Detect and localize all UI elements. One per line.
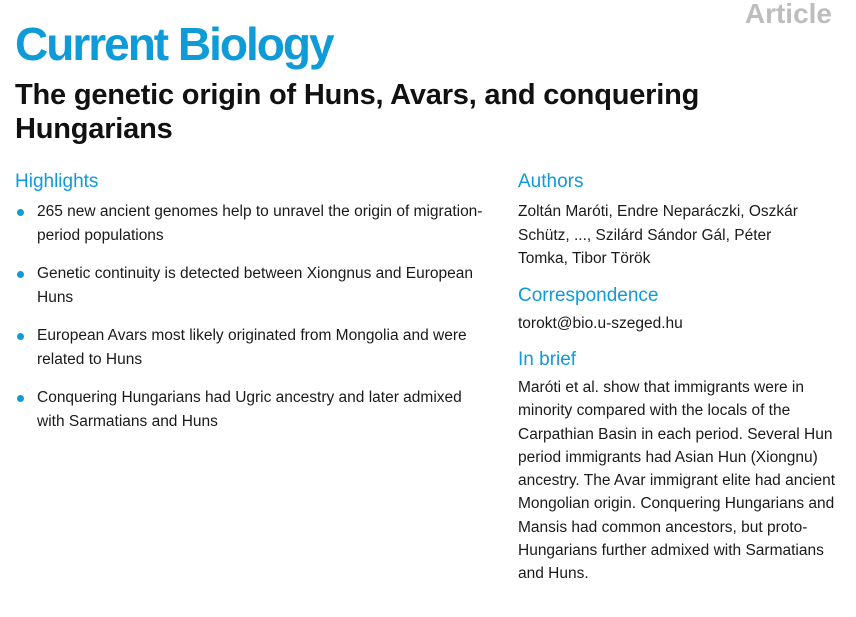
correspondence-email-link[interactable]: torokt@bio.u-szeged.hu: [518, 314, 683, 332]
bullet-dot-icon: [17, 333, 24, 340]
highlights-heading: Highlights: [15, 171, 99, 192]
bullet-dot-icon: [17, 395, 24, 402]
article-title: The genetic origin of Huns, Avars, and conquering Hungarians: [15, 79, 700, 145]
authors-section: [518, 170, 843, 271]
bullet-dot-icon: [17, 209, 24, 216]
highlight-text: Genetic continuity is detected between Xiongnus and European Huns: [37, 265, 474, 306]
highlight-item: [15, 386, 485, 433]
in-brief-text: Maróti et al. show that immigrants were in minority compared with the locals of the Carpathian Basin in each period. Several Hun period immigrants had Asian Hun (Xiongnu) ancestry. The Avar immigrant elite had ancient Mongolian origin. Conquering Hungarians and Mansis had common ancestors, but proto-Hungarians further admixed with Sarmatians and Huns.: [518, 379, 836, 583]
highlight-item: [15, 324, 485, 371]
correspondence-heading: Correspondence: [518, 284, 659, 306]
highlight-text: European Avars most likely originated from Mongolia and were related to Huns: [37, 327, 467, 368]
in-brief-heading: In brief: [518, 349, 577, 370]
highlight-text: 265 new ancient genomes help to unravel the origin of migration-period populations: [37, 203, 483, 244]
in-brief-section: [518, 348, 843, 586]
authors-heading: Authors: [518, 171, 584, 192]
highlight-item: [15, 200, 485, 247]
authors-list: Zoltán Maróti, Endre Neparáczki, Oszkár Schütz, ..., Szilárd Sándor Gál, Péter Tomka, Tibor Török: [518, 203, 798, 267]
highlight-item: [15, 262, 485, 309]
bullet-dot-icon: [17, 271, 24, 278]
article-type-label: Article: [744, 0, 832, 29]
highlight-text: Conquering Hungarians had Ugric ancestry and later admixed with Sarmatians and Huns: [37, 389, 462, 430]
journal-name[interactable]: Current Biology: [15, 18, 333, 70]
highlights-section: [15, 170, 485, 448]
sidebar-info: [518, 170, 843, 599]
correspondence-section: [518, 284, 843, 336]
highlights-list: [15, 200, 485, 433]
